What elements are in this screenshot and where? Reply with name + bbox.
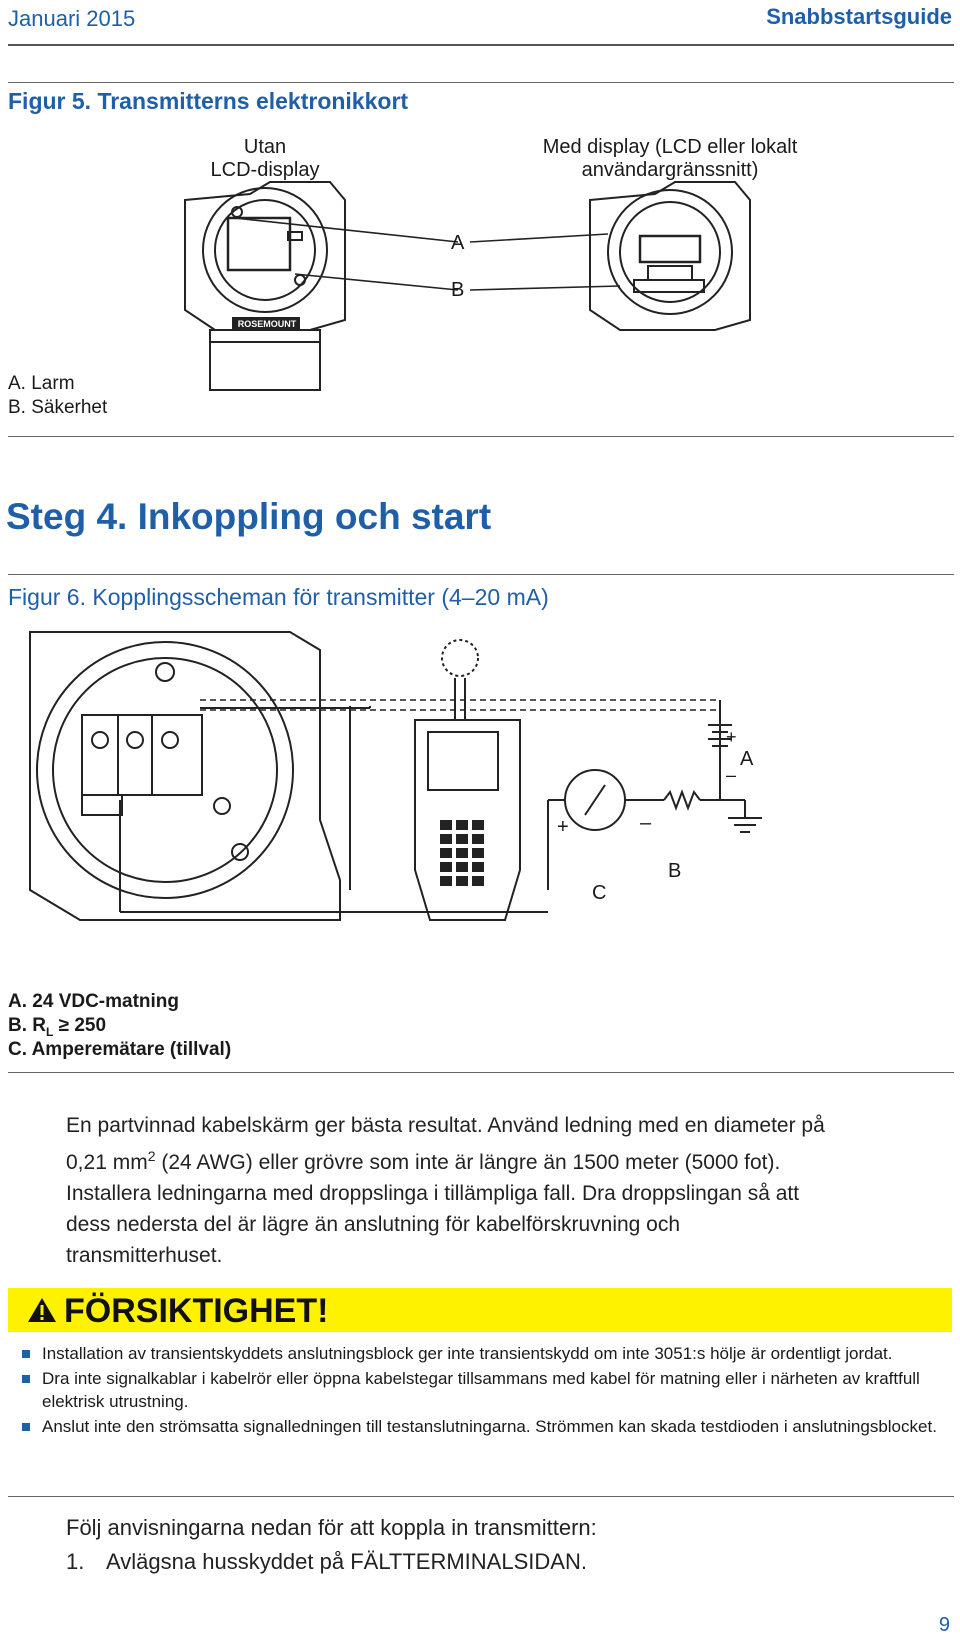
step-1-text: Avlägsna husskyddet på FÄLTTERMINALSIDAN. (106, 1549, 587, 1574)
caution-item: Installation av transientskyddets anslutningsblock ger inte transientskydd om inte 3051:s hölje är ordentligt jordat. (22, 1342, 952, 1365)
figure5-label-with-display: Med display (LCD eller lokalt användargränssnitt) (542, 136, 798, 181)
figure5-brand-plate: ROSEMOUNT (237, 319, 297, 329)
caution-list (22, 1342, 952, 1440)
warning-triangle-icon (26, 1296, 58, 1324)
figure6-bottom-divider (8, 1072, 954, 1073)
bullet-square-icon (22, 1375, 30, 1383)
figure5-label-without-display: Utan LCD-display (210, 136, 320, 181)
caution-title: FÖRSIKTIGHET! (64, 1292, 329, 1330)
figure6-battery-plus: + (726, 727, 737, 747)
figure6-legend-b: B. $R_L \ge 250$ (8, 1015, 107, 1039)
page-number: 9 (938, 1614, 950, 1636)
figure5-top-divider (8, 82, 954, 83)
caution-item: Dra inte signalkablar i kabelrör eller öppna kabelstegar tillsammans med kabel för matning eller i närheten av kraftfull elektrisk utrustning. (22, 1367, 952, 1413)
figure6-meter-plus: + (557, 816, 569, 838)
figure5-callout-b: B (451, 279, 465, 301)
figure6-callout-b: B (668, 860, 682, 882)
caution-bottom-divider (8, 1496, 954, 1497)
header-divider (8, 44, 954, 46)
figure5-callout-a: A (451, 232, 465, 254)
figure5-legend-a: A. Larm (8, 373, 75, 394)
figure6-callout-c: C (592, 882, 607, 904)
header-guide-title: Snabbstartsguide (766, 4, 952, 29)
figure6-title: Figur 6. Kopplingsscheman för transmitter (4–20 mA) (8, 584, 549, 610)
figure6-legend-c: C. Amperemätare (tillval) (8, 1039, 232, 1060)
bullet-square-icon (22, 1423, 30, 1431)
figure6-top-divider (8, 574, 954, 575)
figure5-electronics-board-drawing (0, 180, 960, 400)
header-date: Januari 2015 (8, 6, 136, 31)
figure6-callout-a: A (740, 748, 754, 770)
step4-heading: Steg 4. Inkoppling och start (6, 496, 492, 537)
figure5-bottom-divider (8, 436, 954, 437)
bullet-square-icon (22, 1350, 30, 1358)
wiring-paragraph: En partvinnad kabelskärm ger bästa resultat. Använd ledning med en diameter på 0,21 $mm^2$ (24 AWG) eller grövre som inte är längre än 1500 meter (5000 fot). Installera ledningarna med droppslinga i tillämpliga fall. Dra droppslingan så att dess nedersta del är lägre än anslutning för kabelförskruvning och transmitterhuset. (66, 1114, 825, 1267)
caution-item: Anslut inte den strömsatta signalledningen till testanslutningarna. Strömmen kan skada testdioden i anslutningsblocket. (22, 1415, 952, 1438)
figure6-battery-minus: – (726, 765, 737, 785)
figure6-wiring-diagram (0, 620, 960, 940)
step-1-number: 1. (66, 1549, 85, 1574)
figure5-legend-b: B. Säkerhet (8, 397, 108, 418)
figure6-meter-minus: – (640, 812, 652, 834)
instructions-intro: Följ anvisningarna nedan för att koppla in transmittern: (66, 1515, 597, 1540)
figure6-legend-a: A. 24 VDC-matning (8, 991, 180, 1012)
figure5-title: Figur 5. Transmitterns elektronikkort (8, 88, 409, 114)
